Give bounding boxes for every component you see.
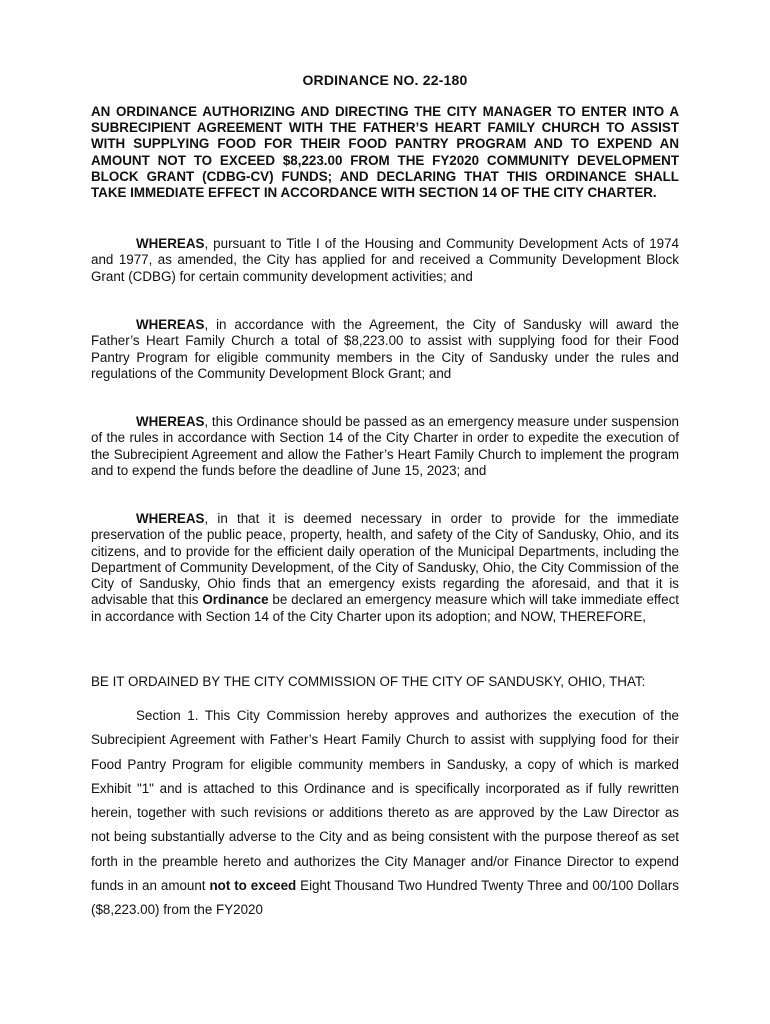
whereas-text-2: , in accordance with the Agreement, the City of Sandusky will award the Father’s Heart Family Church a total of $8,223.00 to assist with supplying food for their Food Pantry Program for eligible community members in the City of Sandusky under the rules and regulations of the Community Development Block Grant; and xyxy=(91,317,679,381)
section-1-text-a: Section 1. This City Commission hereby approves and authorizes the execution of the Subrecipient Agreement with Father’s Heart Family Church to assist with supplying food for their Food Pantry Program for eligible community members in Sandusky, a copy of which is marked Exhibit "1" and is attached to this Ordinance and is specifically incorporated as if fully rewritten herein, together with such revisions or additions thereto as are approved by the Law Director as not being substantially adverse to the City and as being consistent with the purpose thereof as set forth in the preamble hereto and authorizes the City Manager and/or Finance Director to expend funds in an amount xyxy=(91,708,679,894)
whereas-text-4b: be declared an emergency measure which will take immediate effect in accordance with Section 14 of the City Charter upon its adoption; and NOW, THEREFORE, xyxy=(91,592,679,624)
whereas-paragraph-3 xyxy=(91,414,679,479)
whereas-paragraph-1 xyxy=(91,236,679,285)
whereas-label: WHEREAS xyxy=(136,317,205,332)
whereas-paragraph-4 xyxy=(91,511,679,625)
ordinance-word: Ordinance xyxy=(202,592,269,608)
section-1-text-b: Eight Thousand Two Hundred Twenty Three and 00/100 Dollars ($8,223.00) from the FY2020 xyxy=(91,878,679,918)
ordinance-number-title: ORDINANCE NO. 22-180 xyxy=(302,72,468,88)
ordaining-clause: BE IT ORDAINED BY THE CITY COMMISSION OF THE CITY OF SANDUSKY, OHIO, THAT: xyxy=(91,674,646,689)
whereas-label: WHEREAS xyxy=(136,236,205,251)
whereas-text-1: , pursuant to Title I of the Housing and Community Development Acts of 1974 and 1977, as amended, the City has applied for and received a Community Development Block Grant (CDBG) for certain community development activities; and xyxy=(91,236,679,284)
not-to-exceed-emphasis: not to exceed xyxy=(209,878,297,894)
whereas-text-4a: , in that it is deemed necessary in order to provide for the immediate preservation of the public peace, property, health, and safety of the City of Sandusky, Ohio, and its citizens, and to provide for the efficient daily operation of the Municipal Departments, including the Department of Community Development, of the City of Sandusky, Ohio, the City Commission of the City of Sandusky, Ohio finds that an emergency exists regarding the aforesaid, and that it is advisable that this xyxy=(91,511,679,608)
whereas-label: WHEREAS xyxy=(136,511,205,526)
whereas-text-3: , this Ordinance should be passed as an emergency measure under suspension of the rules in accordance with Section 14 of the City Charter in order to expedite the execution of the Subrecipient Agreement and allow the Father’s Heart Family Church to implement the program and to expend the funds before the deadline of June 15, 2023; and xyxy=(91,414,679,478)
ordinance-heading: AN ORDINANCE AUTHORIZING AND DIRECTING THE CITY MANAGER TO ENTER INTO A SUBRECIPIENT AGREEMENT WITH THE FATHER’S HEART FAMILY CHURCH TO ASSIST WITH SUPPLYING FOOD FOR THEIR FOOD PANTRY PROGRAM AND TO EXPEND AN AMOUNT NOT TO EXCEED $8,223.00 FROM THE FY2020 COMMUNITY DEVELOPMENT BLOCK GRANT (CDBG-CV) FUNDS; AND DECLARING THAT THIS ORDINANCE SHALL TAKE IMMEDIATE EFFECT IN ACCORDANCE WITH SECTION 14 OF THE CITY CHARTER. xyxy=(91,104,679,201)
section-1-paragraph xyxy=(91,704,679,923)
whereas-label: WHEREAS xyxy=(136,414,205,429)
whereas-paragraph-2 xyxy=(91,317,679,382)
